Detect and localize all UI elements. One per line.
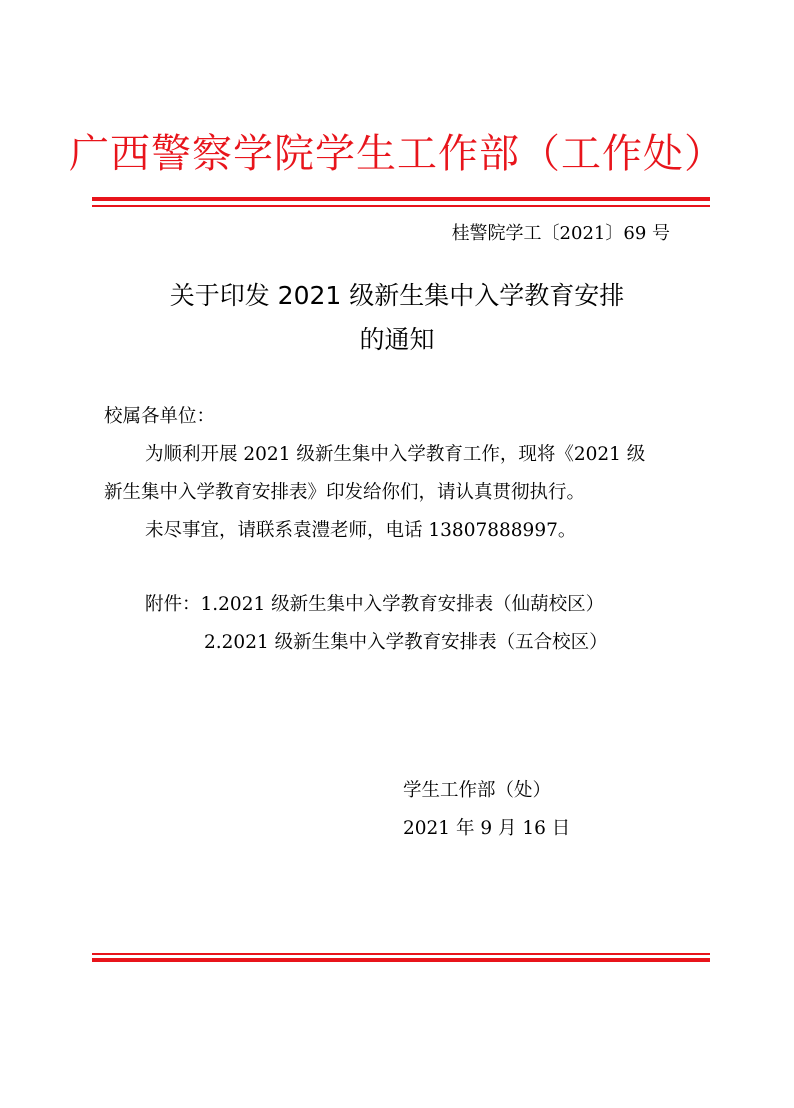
document-number: 桂警院学工〔2021〕69 号 xyxy=(451,223,670,244)
header-red-rule-thin xyxy=(92,205,710,207)
paragraph-1-line-2: 新生集中入学教育安排表》印发给你们，请认真贯彻执行。 xyxy=(104,482,586,503)
signature-organization: 学生工作部（处） xyxy=(403,780,552,801)
issuer-header-title: 广西警察学院学生工作部（工作处） xyxy=(69,131,725,177)
attachment-item-1: 附件：1.2021 级新生集中入学教育安排表（仙葫校区） xyxy=(145,594,605,615)
paragraph-2: 未尽事宜，请联系袁澧老师，电话 13807888997。 xyxy=(145,520,577,541)
footer-red-rule-thin xyxy=(92,953,710,955)
attachment-item-2: 2.2021 级新生集中入学教育安排表（五合校区） xyxy=(204,632,608,653)
paragraph-1-line-1: 为顺利开展 2021 级新生集中入学教育工作，现将《2021 级 xyxy=(145,444,646,465)
document-title-line-1: 关于印发 2021 级新生集中入学教育安排 xyxy=(169,281,625,310)
document-title-line-2: 的通知 xyxy=(359,325,435,354)
footer-red-rule-thick xyxy=(92,958,710,962)
header-red-rule-thick xyxy=(92,197,710,201)
salutation: 校属各单位： xyxy=(104,406,216,427)
signature-date: 2021 年 9 月 16 日 xyxy=(403,818,571,839)
